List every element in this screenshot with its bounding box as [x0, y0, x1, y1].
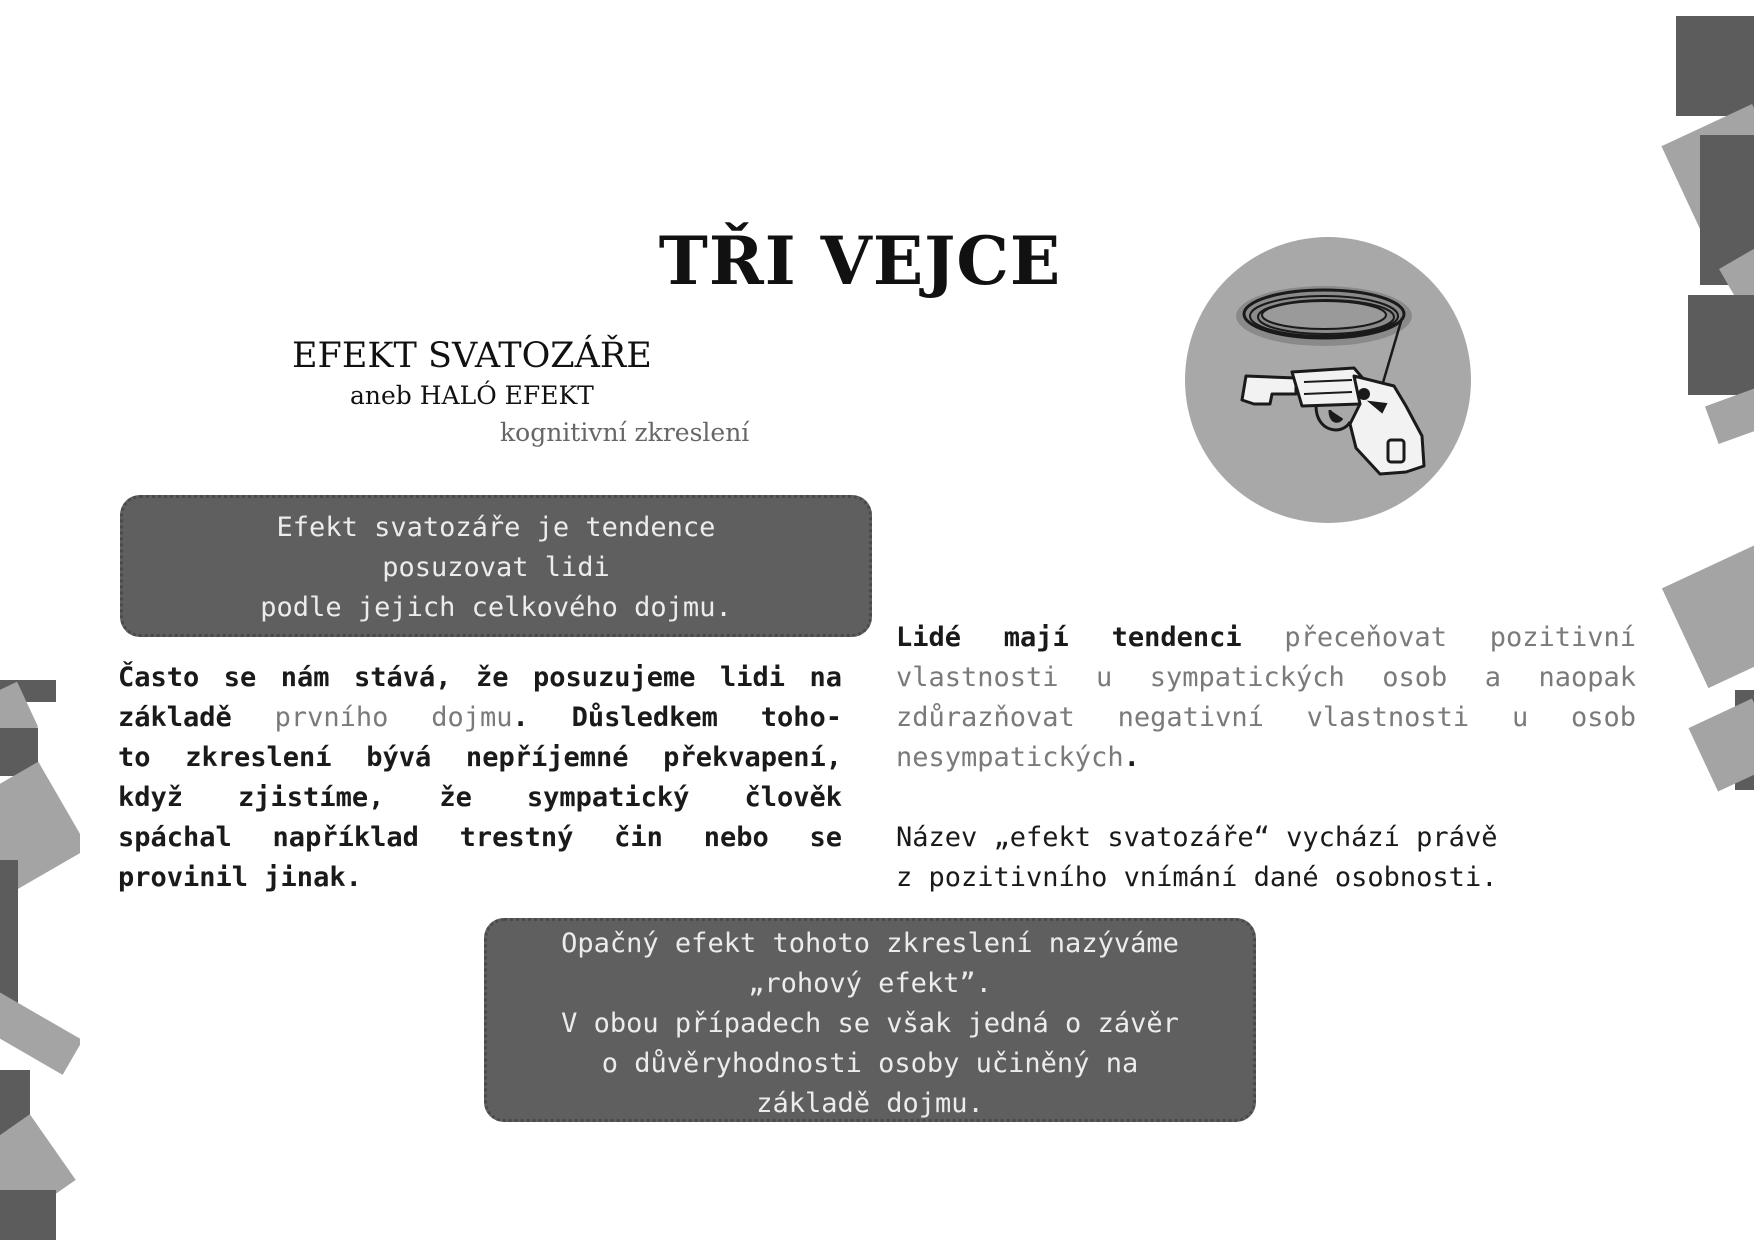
alias-subtitle: aneb HALÓ EFEKT: [350, 381, 594, 410]
subtitle: EFEKT SVATOZÁŘE: [292, 336, 652, 376]
deco-square: [0, 1190, 56, 1240]
deco-square: [1662, 542, 1754, 688]
text-run: Lidé mají tendenci: [896, 622, 1285, 653]
deco-square: [1676, 16, 1754, 116]
deco-square: [0, 860, 18, 1010]
paragraph-line: Název „efekt svatozáře“ vychází právě: [896, 822, 1498, 853]
callout-line: o důvěryhodnosti osoby učiněný na: [601, 1048, 1139, 1079]
text-run: základě: [118, 702, 275, 733]
highlight-text: prvního dojmu: [274, 702, 513, 733]
category-label: kognitivní zkreslení: [500, 418, 750, 447]
right-paragraph-1: [896, 618, 1636, 778]
text-run: .: [1123, 742, 1140, 773]
page-title: TŘI VEJCE: [658, 222, 1062, 300]
paragraph-line: [118, 698, 842, 738]
text-run: . Důsledkem toho-: [512, 702, 842, 733]
left-paragraph: [118, 658, 842, 898]
paragraph-line: [896, 618, 1636, 658]
deco-square: [0, 985, 80, 1075]
paragraph-line: vlastnosti u sympatických osob a naopak: [896, 662, 1636, 693]
deco-square: [1688, 295, 1754, 395]
paragraph-line: zdůrazňovat negativní vlastnosti u osob: [896, 702, 1636, 733]
callout-line: Efekt svatozáře je tendence: [276, 512, 716, 543]
callout-line: základě dojmu.: [756, 1088, 984, 1119]
definition-callout: [120, 495, 872, 637]
paragraph-line: Často se nám stává, že posuzujeme lidi na: [118, 662, 842, 693]
callout-line: V obou případech se však jedná o závěr: [561, 1008, 1179, 1039]
paragraph-line: to zkreslení bývá nepříjemné překvapení,: [118, 742, 842, 773]
paragraph-line: provinil jinak.: [118, 862, 362, 893]
right-edge-decoration: [1660, 0, 1754, 820]
left-edge-decoration: [0, 660, 80, 1240]
callout-line: podle jejich celkového dojmu.: [260, 592, 732, 623]
highlight-text: přeceňovat pozitivní: [1284, 622, 1637, 653]
callout-line: „rohový efekt”.: [748, 968, 992, 999]
paragraph-line: spáchal například trestný čin nebo se: [118, 822, 842, 853]
highlight-text: nesympatických: [896, 742, 1124, 773]
right-paragraph-2: [896, 818, 1636, 898]
illustration: [1184, 236, 1472, 524]
deco-square: [1688, 698, 1754, 791]
callout-line: Opačný efekt tohoto zkreslení nazýváme: [561, 928, 1179, 959]
paragraph-line: [896, 738, 1636, 778]
paragraph-line: z pozitivního vnímání dané osobnosti.: [896, 862, 1498, 893]
revolver-with-halo-icon: [1184, 236, 1472, 524]
paragraph-line: když zjistíme, že sympatický člověk: [118, 782, 842, 813]
callout-line: posuzovat lidi: [382, 552, 610, 583]
opposite-effect-callout: [484, 918, 1256, 1122]
